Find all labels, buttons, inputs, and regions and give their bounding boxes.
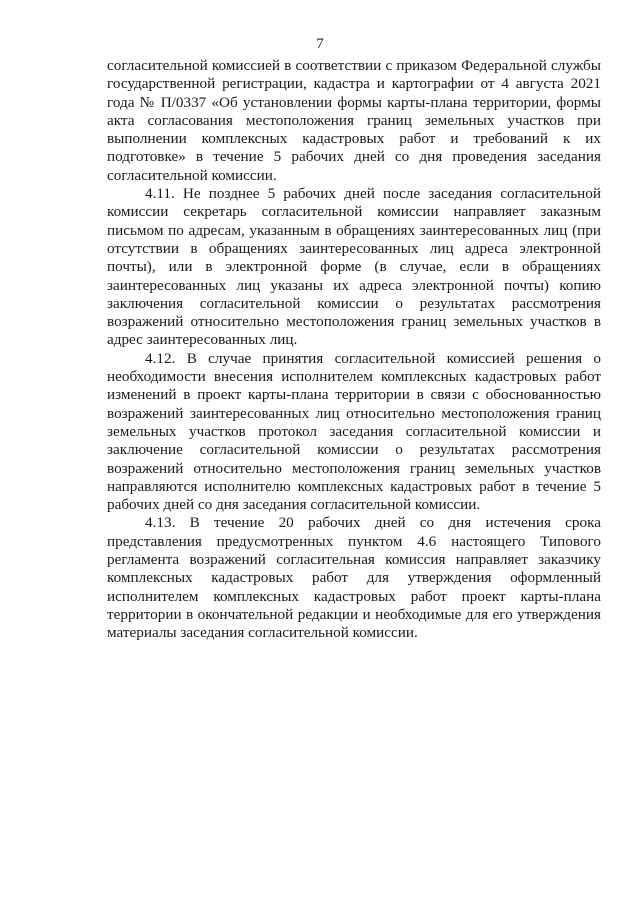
paragraph-4-12: 4.12. В случае принятия согласительной комиссией решения о необходимости внесения исполнителем комплексных кадастровых работ изменений в проект карты-плана территории в связи с обоснованностью возражений заинтересованных лиц относительно местоположения границ земельных участков протокол заседания согласительной комиссии и заключение согласительной комиссии о результатах рассмотрения возражений относительно местоположения границ земельных участков направляются исполнителю комплексных кадастровых работ в течение 5 рабочих дней со дня заседания согласительной комиссии. [107,349,601,514]
page-number: 7 [316,36,324,52]
paragraph-4-11: 4.11. Не позднее 5 рабочих дней после заседания согласительной комиссии секретарь согласительной комиссии направляет заказным письмом по адресам, указанным в обращениях заинтересованных лиц (при отсутствии в обращениях заинтересованных лиц адреса электронной почты), или в электронной форме (в случае, если в обращениях заинтересованных лиц указаны их адреса электронной почты) копию заключения согласительной комиссии о результатах рассмотрения возражений относительно местоположения границ земельных участков в адрес заинтересованных лиц. [107,185,601,349]
paragraph-4-13: 4.13. В течение 20 рабочих дней со дня истечения срока представления предусмотренных пунктом 4.6 настоящего Типового регламента возражений согласительная комиссия направляет заказчику комплексных кадастровых работ для утверждения оформленный исполнителем комплексных кадастровых работ проект карты-плана территории в окончательной редакции и необходимые для его утверждения материалы заседания согласительной комиссии. [107,514,601,642]
paragraph-continuation: согласительной комиссией в соответствии с приказом Федеральной службы государственной регистрации, кадастра и картографии от 4 августа 2021 года № П/0337 «Об установлении формы карты-плана территории, формы акта согласования местоположения границ земельных участков при выполнении комплексных кадастровых работ и требований к их подготовке» в течение 5 рабочих дней со дня проведения заседания согласительной комиссии. [107,57,601,184]
document-body [107,57,601,643]
